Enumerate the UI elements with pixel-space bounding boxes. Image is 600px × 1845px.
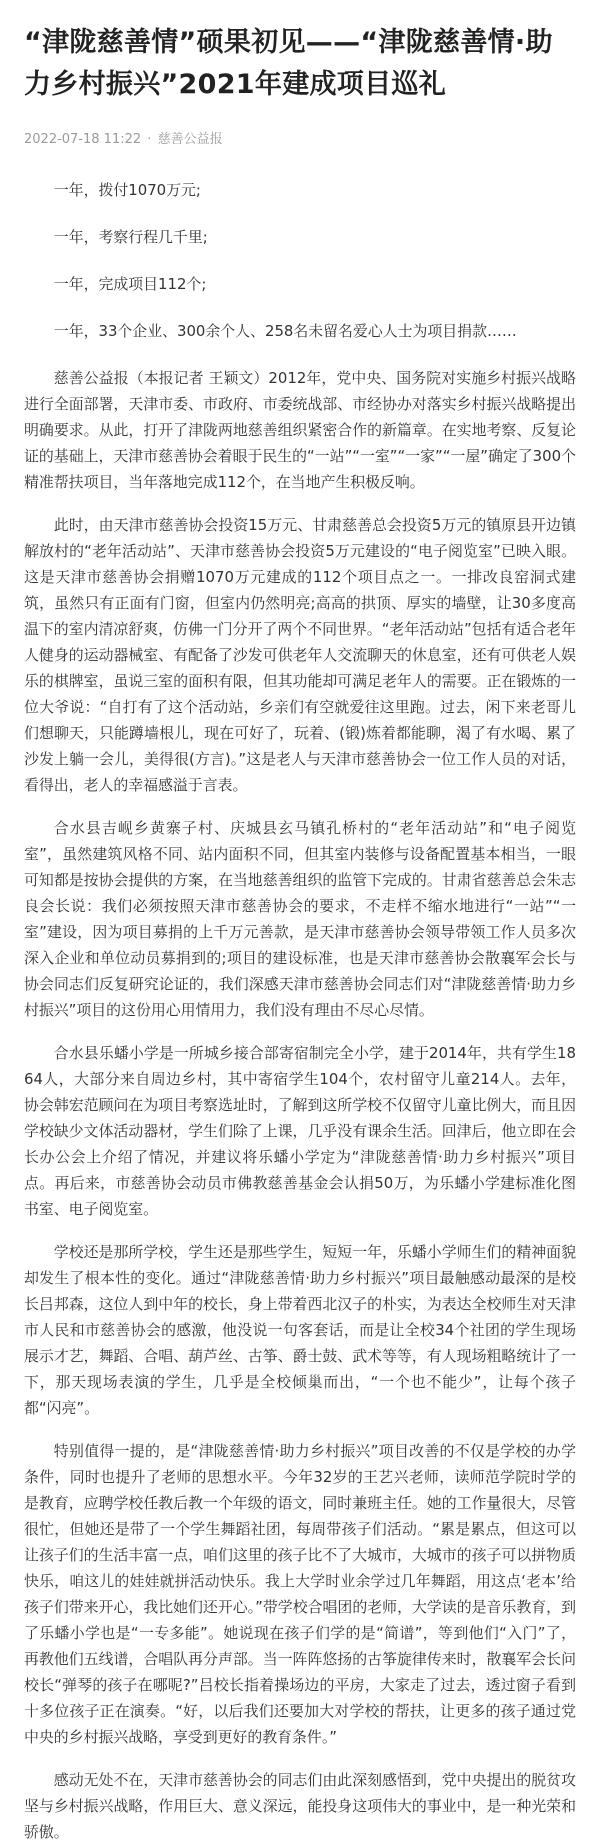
meta-separator: · (147, 132, 152, 147)
paragraph: 慈善公益报（本报记者 王颖文）2012年，党中央、国务院对实施乡村振兴战略进行全面部署，天津市委、市政府、市委统战部、市经协办对落实乡村振兴战略提出明确要求。从此，打开了津陇两地慈善组织紧密合作的新篇章。在实地考察、反复论证的基础上，天津市慈善协会着眼于民生的“一站”“一室”“一家”“一屋”确定了300个精准帮扶项目，当年落地完成112个，在当地产生积极反响。 (24, 369, 576, 491)
paragraph: 一年，考察行程几千里; (53, 228, 208, 246)
paragraph: 学校还是那所学校，学生还是那些学生，短短一年，乐蟠小学师生们的精神面貌却发生了根本性的变化。通过“津陇慈善情·助力乡村振兴”项目最触感动最深的是校长吕邦森，这位人到中年的校长，身上带着西北汉子的朴实，为表达全校师生对天津市人民和市慈善协会的感激，他没说一句客套话，而是让全校34个社团的学生现场展示才艺，舞蹈、合唱、葫芦丝、古筝、爵士鼓、武术等等，有人现场粗略统计了一下，那天现场表演的学生，几乎是全校倾巢而出，“一个也不能少”，让每个孩子都“闪亮”。 (24, 1243, 576, 1417)
paragraph: 合水县乐蟠小学是一所城乡接合部寄宿制完全小学，建于2014年，共有学生1864人，大部分来自周边乡村，其中寄宿学生104个，农村留守儿童214人。去年，协会韩宏范顾问在为项目考察选址时，了解到这所学校不仅留守儿童比例大，而且因学校缺少文体活动器材，学生们除了上课，几乎没有课余生活。回津后，他立即在会长办公会上介绍了情况，并建议将乐蟠小学定为“津陇慈善情·助力乡村振兴”项目点。再后来，市慈善协会动员市佛教慈善基金会认捐50万，为乐蟠小学建标准化图书室、电子阅览室。 (24, 1044, 576, 1218)
publish-date: 2022-07-18 11:22 (24, 132, 142, 147)
article-source: 慈善公益报 (157, 132, 223, 147)
paragraph: 特别值得一提的，是“津陇慈善情·助力乡村振兴”项目改善的不仅是学校的办学条件，同时也提升了老师的思想水平。今年32岁的王艺兴老师，读师范学院时学的是教育，应聘学校任教后教一个年级的语文，同时兼班主任。她的工作量很大，尽管很忙，但她还是带了一个学生舞蹈社团，每周带孩子们活动。“累是累点，但这可以让孩子们的生活丰富一点，咱们这里的孩子比不了大城市，大城市的孩子可以拼物质快乐，咱这儿的娃娃就拼活动快乐。我上大学时业余学过几年舞蹈，用这点‘老本’给孩子们带来开心，我比她们还开心。”带学校合唱团的老师，大学读的是音乐教育，到了乐蟠小学也是“一专多能”。她说现在孩子们学的是“简谱”，等到他们“入门”了，再教他们五线谱，合唱队再分声部。当一阵阵悠扬的古筝旋律传来时，散襄军会长问校长“弹琴的孩子在哪呢?”吕校长指着操场边的平房，大家走了过去，透过窗子看到十多位孩子正在演奏。“好，以后我们还要加大对学校的帮扶，让更多的孩子通过党中央的乡村振兴战略，享受到更好的教育条件。” (24, 1442, 576, 1746)
paragraph: 一年，完成项目112个; (53, 275, 207, 293)
paragraph: 一年，拨付1070万元; (53, 181, 201, 199)
article-title: “津陇慈善情”硕果初见——“津陇慈善情·助力乡村振兴”2021年建成项目巡礼 (24, 27, 553, 100)
paragraph: 一年，33个企业、300余个人、258名未留名爱心人士为项目捐款…… (53, 322, 517, 340)
paragraph: 此时，由天津市慈善协会投资15万元、甘肃慈善总会投资5万元的镇原县开边镇解放村的“老年活动站”、天津市慈善协会投资5万元建设的“电子阅览室”已映入眼。这是天津市慈善协会捐赠1070万元建成的112个项目点之一。一排改良窑洞式建筑，虽然只有正面有门窗，但室内仍然明亮;高高的拱顶、厚实的墙壁，让30多度高温下的室内清凉舒爽，仿佛一门分开了两个不同世界。“老年活动站”包括有适合老年人健身的运动器械室、有配备了沙发可供老年人交流聊天的休息室，还有可供老人娱乐的棋牌室，虽说三室的面积有限，但其功能却可满足老年人的需要。正在锻炼的一位大爷说：“自打有了这个活动站，乡亲们有空就爱往这里跑。过去，闲下来老哥儿们想聊天，只能蹲墙根儿，现在可好了，玩着、(锻)炼着都能聊，渴了有水喝、累了沙发上躺一会儿，美得很(方言)。”这是老人与天津市慈善协会一位工作人员的对话，看得出，老人的幸福感溢于言表。 (24, 516, 576, 794)
article-meta (24, 130, 576, 150)
paragraph: 合水县吉岘乡黄寨子村、庆城县玄马镇孔桥村的“老年活动站”和“电子阅览室”，虽然建筑风格不同、站内面积不同，但其室内装修与设备配置基本相当，一眼可知都是按协会提供的方案，在当地慈善组织的监管下完成的。甘肃省慈善总会朱志良会长说：我们必须按照天津市慈善协会的要求，不走样不缩水地进行“一站”“一室”建设，因为项目募捐的上千万元善款，是天津市慈善协会领导带领工作人员多次深入企业和单位动员募捐到的;项目的建设标准，也是天津市慈善协会散襄军会长与协会同志们反复研究论证的，我们深感天津市慈善协会同志们对“津陇慈善情·助力乡村振兴”项目的这份用心用情用力，我们没有理由不尽心尽情。 (24, 819, 576, 1019)
article-body (24, 177, 576, 1845)
paragraph: 感动无处不在，天津市慈善协会的同志们由此深刻感悟到，党中央提出的脱贫攻坚与乡村振兴战略，作用巨大、意义深远，能投身这项伟大的事业中，是一种光荣和骄傲。 (24, 1771, 576, 1841)
